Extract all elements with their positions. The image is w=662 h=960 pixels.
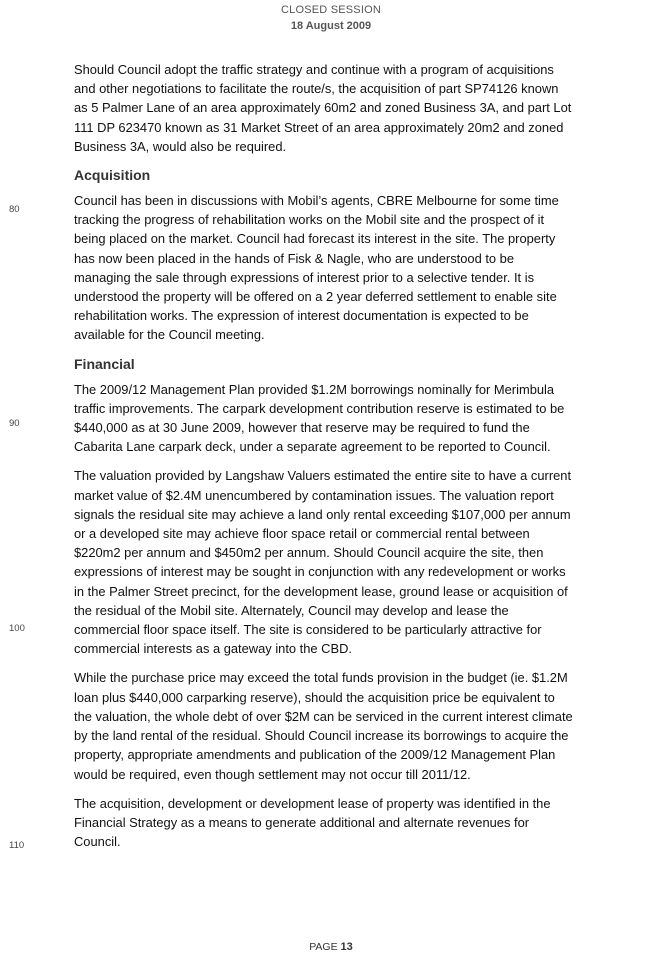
heading-acquisition: Acquisition xyxy=(74,167,151,184)
paragraph-acquisition: Council has been in discussions with Mobil’s agents, CBRE Melbourne for some time tracking the progress of rehabilitation works on the Mobil site and the prospect of it being placed on the market. Council had forecast its interest in the site. The property has now been placed in the hands of Fisk & Nagle, who are understood to be managing the sale through expressions of interest prior to a selective tender. It is understood the property will be offered on a 2 year deferred settlement to enable site rehabilitation works. The expression of interest documentation is expected to be available for the Council meeting. xyxy=(74,193,559,343)
closed-session-label: CLOSED SESSION xyxy=(281,4,381,16)
line-number-110: 110 xyxy=(9,840,25,851)
page-footer xyxy=(0,941,662,953)
line-number-100: 100 xyxy=(9,623,25,634)
paragraph-valuation: The valuation provided by Langshaw Valuers estimated the entire site to have a current market value of $2.4M unencumbered by contamination issues. The valuation report signals the residual site may achieve a land only rental exceeding $107,000 per annum or a developed site may achieve floor space retail or commercial rental between $220m2 per annum and $450m2 per annum. Should Council acquire the site, then expressions of interest may be sought in conjunction with any redevelopment or works in the Palmer Street precinct, for the development lease, ground lease or acquisition of the residual of the Mobil site. Alternately, Council may develop and lease the commercial floor space itself. The site is considered to be particularly attractive for commercial interests as a gateway into the CBD. xyxy=(74,468,572,657)
paragraph-financial-strategy: The acquisition, development or development lease of property was identified in the Financial Strategy as a means to generate additional and alternate revenues for Council. xyxy=(74,795,551,850)
line-number-90: 90 xyxy=(9,418,20,429)
line-number-80: 80 xyxy=(9,204,20,215)
paragraph-management-plan: The 2009/12 Management Plan provided $1.2M borrowings nominally for Merimbula traffic improvements. The carpark development contribution reserve is estimated to be $440,000 as at 30 June 2009, however that reserve may be required to fund the Cabarita Lane carpark deck, under a separate agreement to be reported to Council. xyxy=(74,381,565,455)
paragraph-purchase-price: While the purchase price may exceed the total funds provision in the budget (ie. $1.2M loan plus $440,000 carparking reserve), should the acquisition price be equivalent to the valuation, the whole debt of over $2M can be serviced in the current interest climate by the land rental of the residual. Should Council increase its borrowings to acquire the property, appropriate amendments and publication of the 2009/12 Management Plan would be required, even though settlement may not occur till 2011/12. xyxy=(74,670,573,782)
document-body xyxy=(74,60,574,861)
meeting-date: 18 August 2009 xyxy=(290,20,372,32)
page-label: PAGE xyxy=(309,941,338,953)
paragraph-traffic-strategy: Should Council adopt the traffic strategy and continue with a program of acquisitions and other negotiations to facilitate the route/s, the acquisition of part SP74126 known as 5 Palmer Lane of an area approximately 60m2 and zoned Business 3A, and part Lot 111 DP 623470 known as 31 Market Street of an area approximately 20m2 and zoned Business 3A, would also be required. xyxy=(74,62,572,154)
page-number: 13 xyxy=(340,941,353,953)
heading-financial: Financial xyxy=(74,355,135,372)
